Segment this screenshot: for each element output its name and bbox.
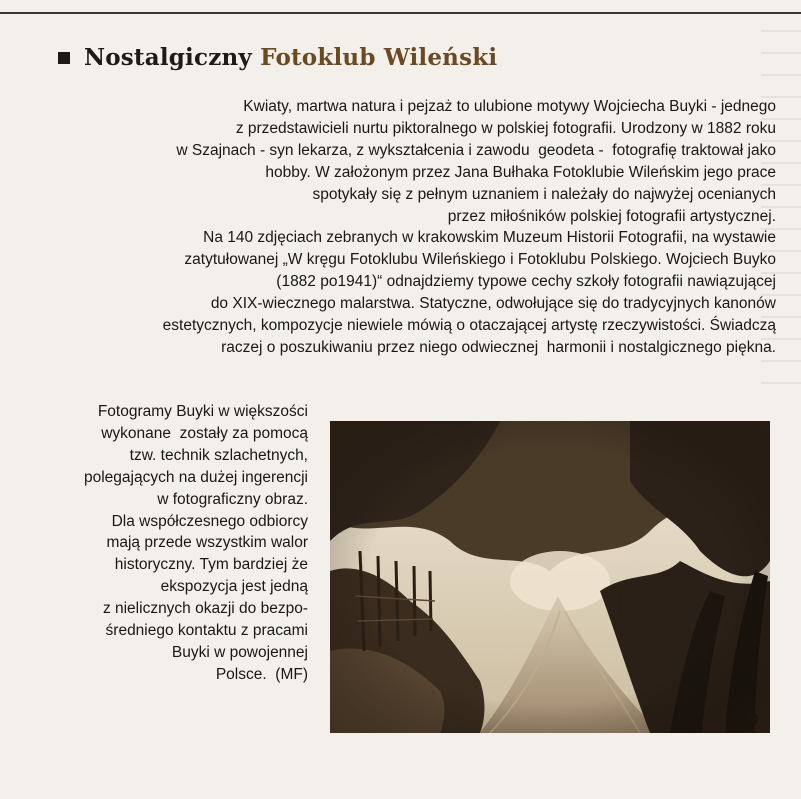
title-part1: Nostalgiczny bbox=[84, 44, 252, 71]
title-part2: Fotoklub Wileński bbox=[260, 44, 498, 71]
side-paragraph: Fotogramy Buyki w większości wykonane zostały za pomocą tzw. technik szlachetnych, polegających na dużej ingerencji w fotograficzny obraz. Dla współczesnego odbiorcy mają przede wszystkim walor historyczny. Tym bardziej że ekspozycja jest jedną z nielicznych okazji do bezpo- średniego kontaktu z pracami Buyki w powojennej Polsce. (MF) bbox=[83, 403, 308, 683]
article-title-row bbox=[58, 44, 497, 71]
sepia-landscape-photo bbox=[330, 421, 770, 733]
top-rule bbox=[0, 12, 801, 14]
main-paragraph: Kwiaty, martwa natura i pejzaż to ulubione motywy Wojciecha Buyki - jednego z przedstawicieli nurtu piktoralnego w polskiej fotografii. Urodzony w 1882 roku w Szajnach - syn lekarza, z wykształcenia i zawodu geodeta - fotografię traktował jako hobby. W założonym przez Jana Bułhaka Fotoklubie Wileńskim jego prace spotykały się z pełnym uznaniem i należały do najwyżej ocenianych przez miłośników polskiej fotografii artystycznej. Na 140 zdjęciach zebranych w krakowskim Muzeum Historii Fotografii, na wystawie zatytułowanej „W kręgu Fotoklubu Wileńskiego i Fotoklubu Polskiego. Wojciech Buyko (1882 po1941)“ odnajdziemy typowe cechy szkoły fotografii nawiązującej do XIX-wiecznego malarstwa. Statyczne, odwołujące się do tradycyjnych kanonów estetycznych, kompozycje niewiele mówią o otaczającej artystę rzeczywistości. Świadczą raczej o poszukiwaniu przez niego odwiecznej harmonii i nostalgicznego piękna. bbox=[162, 98, 776, 356]
article-title bbox=[84, 44, 497, 71]
black-square-icon bbox=[58, 52, 70, 64]
